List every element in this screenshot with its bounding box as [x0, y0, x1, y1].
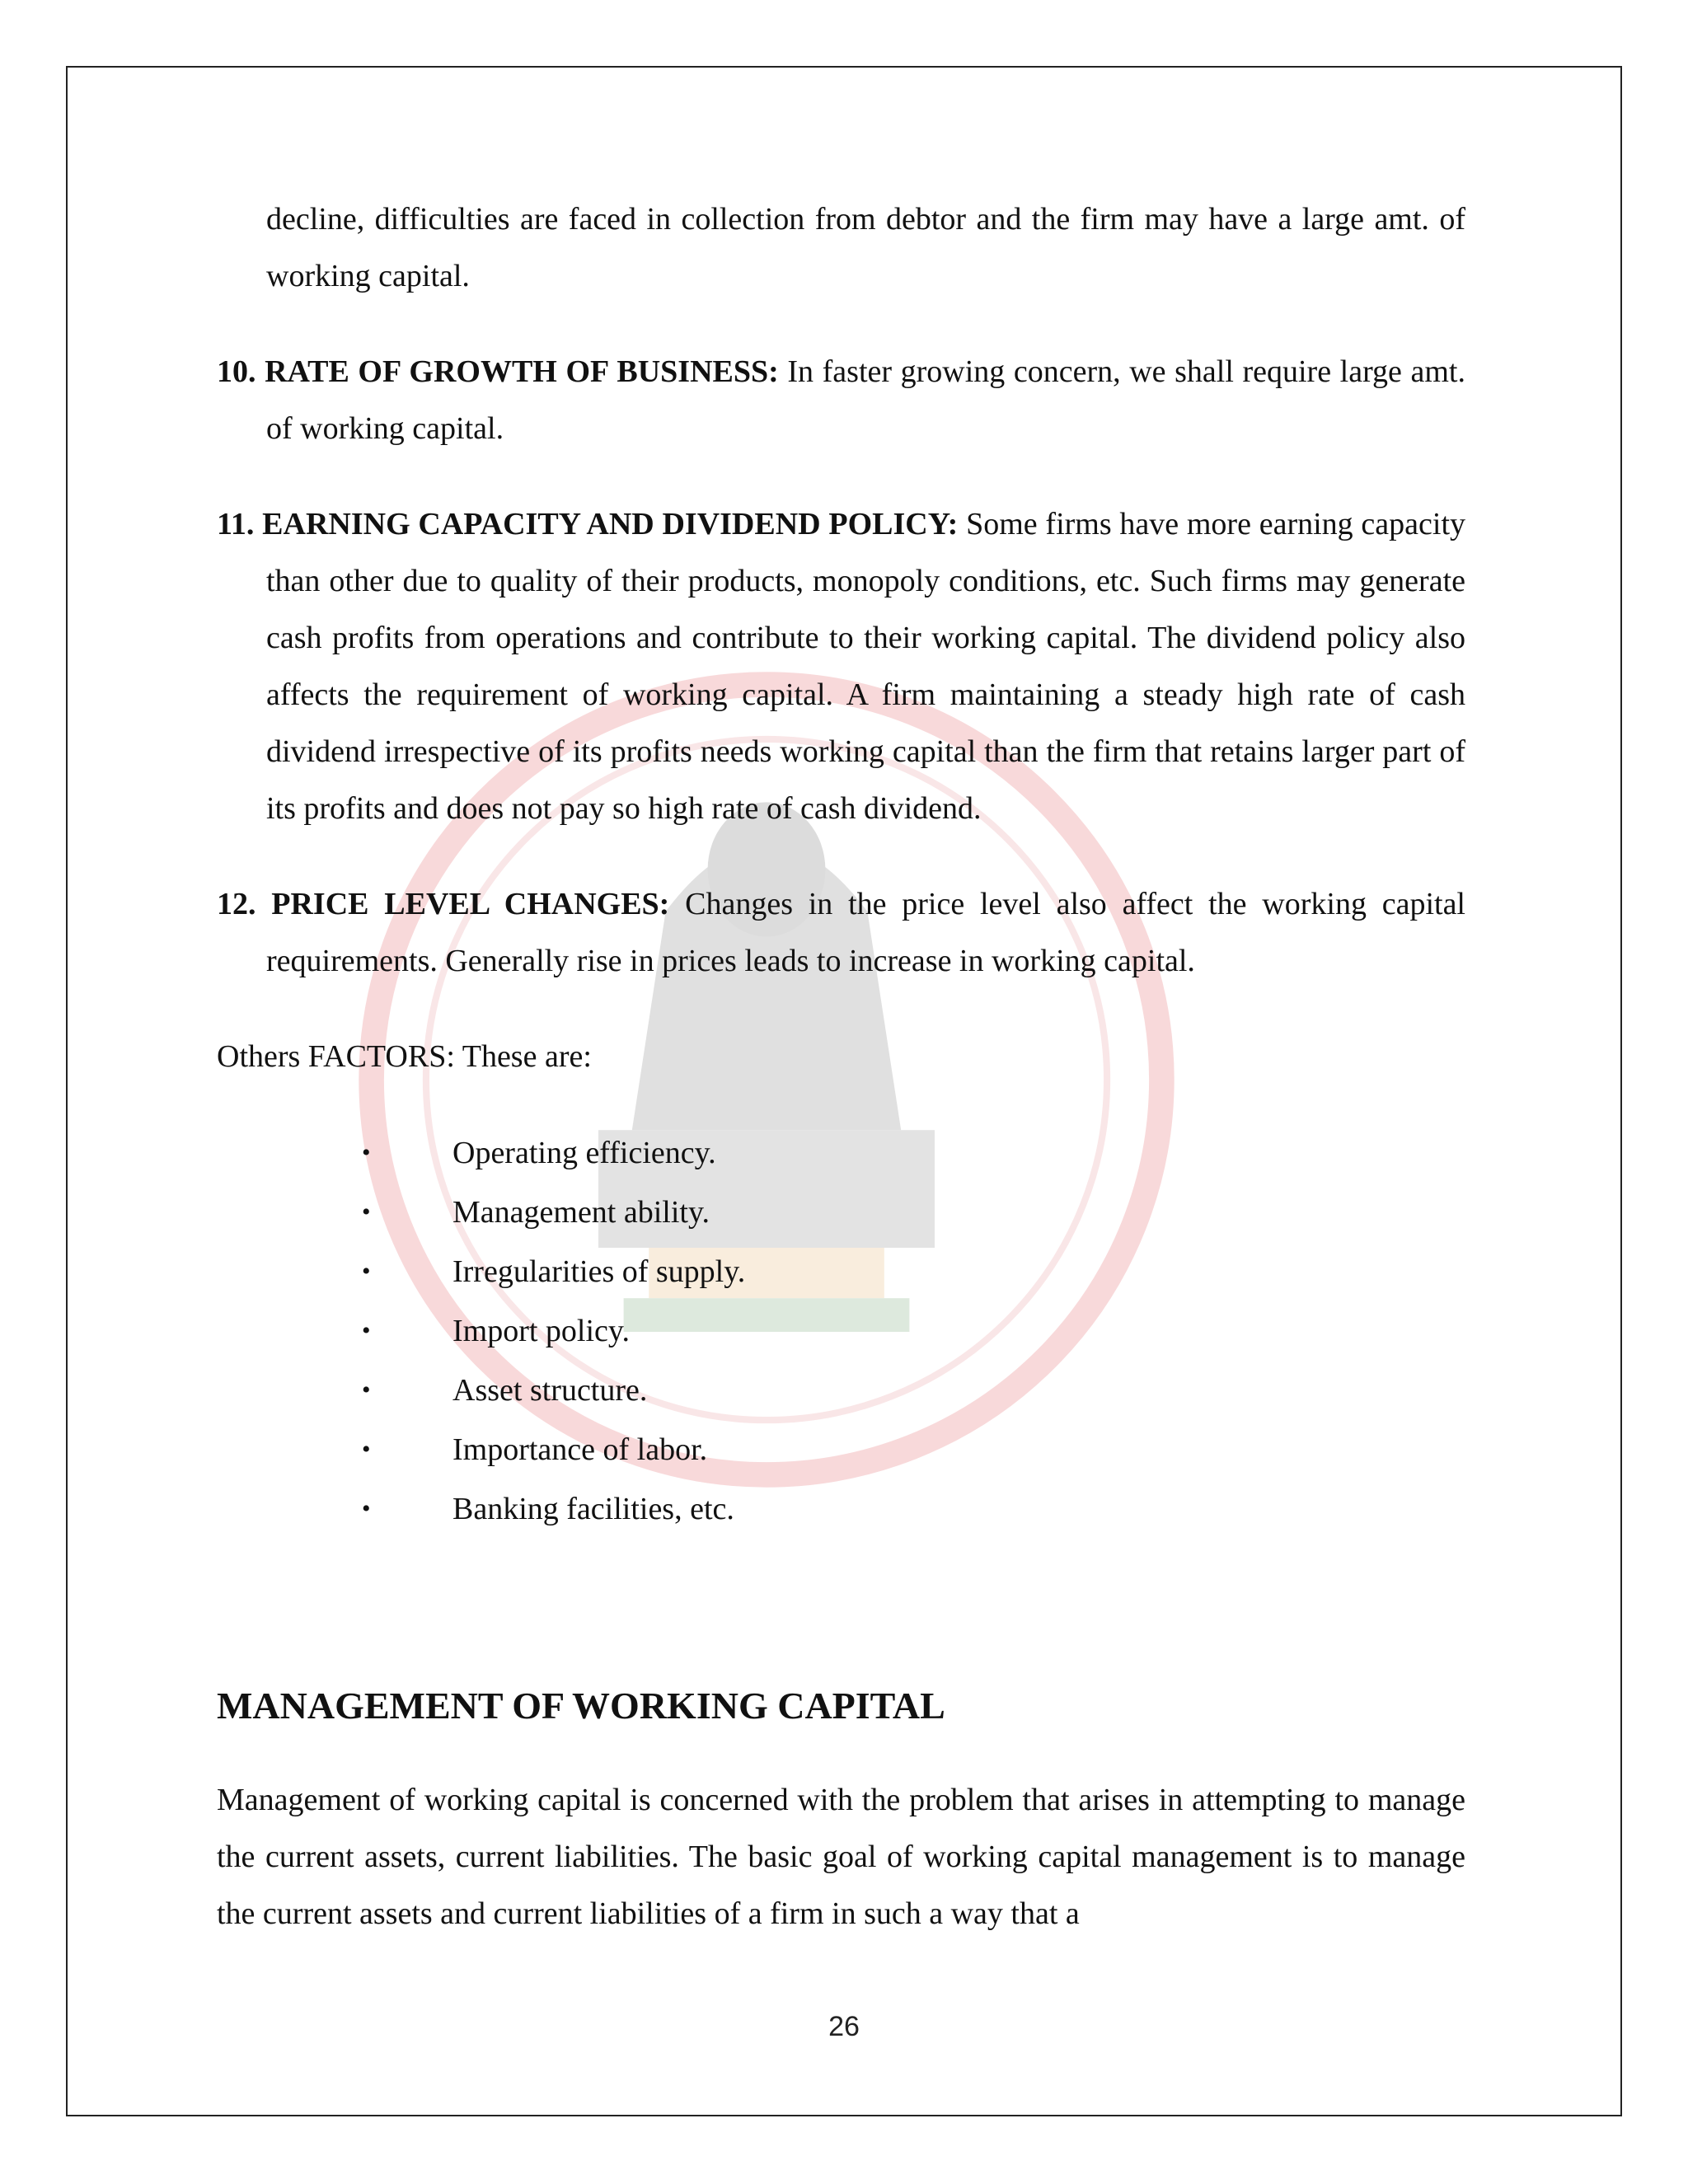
section-title: MANAGEMENT OF WORKING CAPITAL: [217, 1685, 945, 1727]
continued-paragraph: decline, difficulties are faced in collection from debtor and the firm may have a large amt. of working capital.: [266, 202, 1465, 293]
list-item: • Management ability.: [362, 1183, 1465, 1242]
section-paragraph: Management of working capital is concerned with the problem that arises in attempting to manage the current assets, current liabilities. The basic goal of working capital management is to manage the current assets and current liabilities of a firm in such a way that a: [217, 1783, 1465, 1931]
bullet-icon: •: [362, 1317, 371, 1344]
factor-text: Some firms have more earning capacity than other due to quality of their products, monopoly conditions, etc. Such firms may generate cash profits from operations and contribute to their working capital. The dividend policy also affects the requirement of working capital. A firm maintaining a steady high rate of cash dividend irrespective of its profits needs working capital than the firm that retains larger part of its profits and does not pay so high rate of cash dividend.: [266, 507, 1466, 826]
list-item: • Asset structure.: [362, 1361, 1465, 1420]
factor-text: Changes in the price level also affect the working capital requirements. Generally rise in prices leads to increase in working capital.: [266, 887, 1465, 978]
list-item: • Operating efficiency.: [362, 1123, 1465, 1183]
others-heading: Others FACTORS: These are:: [217, 1039, 592, 1074]
bullet-icon: •: [362, 1198, 371, 1226]
factor-item-price-level: [217, 876, 1465, 990]
factor-title: 11. EARNING CAPACITY AND DIVIDEND POLICY:: [217, 507, 959, 541]
document-body: [217, 191, 1465, 1943]
list-item: • Importance of labor.: [362, 1420, 1465, 1479]
other-factors-list: [362, 1123, 1465, 1539]
bullet-icon: •: [362, 1436, 371, 1463]
list-item: • Import policy.: [362, 1301, 1465, 1361]
page-number: 26: [828, 2011, 860, 2042]
factor-item-growth: [217, 344, 1465, 457]
bullet-icon: •: [362, 1258, 371, 1285]
bullet-icon: •: [362, 1495, 371, 1522]
factor-title: 10. RATE OF GROWTH OF BUSINESS:: [217, 354, 779, 389]
bullet-icon: •: [362, 1376, 371, 1404]
factor-title: 12. PRICE LEVEL CHANGES:: [217, 887, 670, 921]
list-item: • Irregularities of supply.: [362, 1242, 1465, 1301]
factor-text: In faster growing concern, we shall require large amt. of working capital.: [266, 354, 1465, 446]
bullet-icon: •: [362, 1139, 371, 1166]
factor-item-earning-capacity: [217, 496, 1465, 837]
list-item: • Banking facilities, etc.: [362, 1479, 1465, 1539]
